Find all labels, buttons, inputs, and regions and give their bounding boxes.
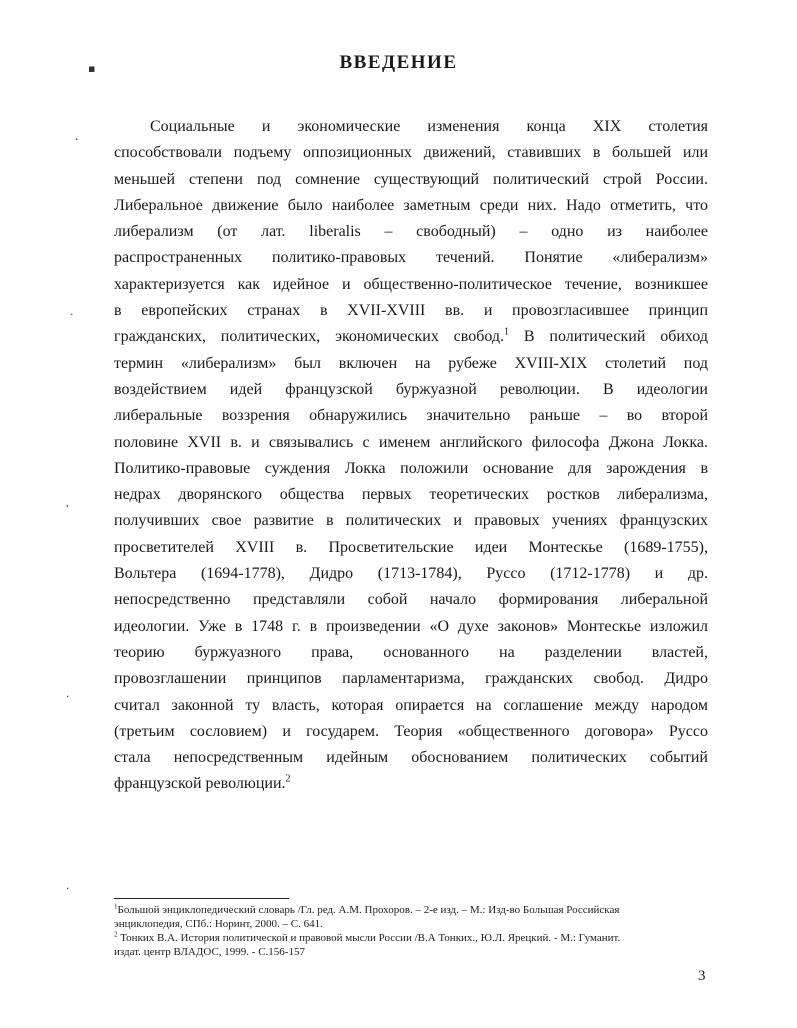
footnote-ref-2: 2 — [285, 774, 291, 786]
footnote-text: Тонких В.А. История политической и правовой мысли России /В.А Тонких., Ю.Л. Ярецкий. - М.: Гуманит. — [117, 932, 621, 944]
footnote-2 — [114, 931, 714, 945]
footnote-text: Большой энциклопедический словарь /Гл. ред. А.М. Прохоров. – 2-е изд. – М.: Изд-во Большая Российская — [117, 904, 620, 916]
footnote-1-cont: энциклопедия, СПб.: Норинт, 2000. – С. 641. — [114, 918, 323, 930]
scan-speck-icon: ˒ — [66, 500, 70, 513]
text-line: недрах дворянского общества первых теоретических ростков либерализма, — [114, 486, 708, 504]
footnote-ref-1: 1 — [504, 327, 510, 339]
footnotes — [114, 903, 714, 959]
text-line: стала непосредственным идейным обоснованием политических событий — [114, 749, 708, 767]
scan-speck-icon: ˛ — [74, 128, 80, 141]
text-line: в европейских странах в XVII-XVIII вв. и провозгласившее принцип — [114, 302, 708, 320]
text-line: теорию буржуазного права, основанного на разделении властей, — [114, 643, 708, 661]
text-line: характеризуется как идейное и общественно-политическое течение, возникшее — [114, 275, 708, 293]
text-line: считал законной ту власть, которая опирается на соглашение между народом — [114, 696, 708, 714]
text-line: непосредственно представляли собой начало формирования либеральной — [114, 591, 708, 609]
text-line: (третьим сословием) и государем. Теория «общественного договора» Руссо — [114, 722, 708, 740]
body-text — [114, 114, 708, 798]
footnote-number: 2 — [114, 930, 118, 939]
text-line: идеологии. Уже в 1748 г. в произведении «О духе законов» Монтескье изложил — [114, 617, 708, 635]
scan-speck-icon: · — [66, 690, 70, 703]
text-line: либерализм (от лат. liberalis – свободный) – одно из наиболее — [114, 223, 708, 241]
text-line: способствовали подъему оппозиционных движений, ставивших в большей или — [114, 144, 708, 162]
text-line: провозглашении принципов парламентаризма, гражданских свобод. Дидро — [114, 670, 708, 688]
text-line: Вольтера (1694-1778), Дидро (1713-1784), Руссо (1712-1778) и др. — [114, 565, 708, 583]
text-line: получивших свое развитие в политических и правовых учениях французских — [114, 512, 708, 530]
text-line: воздействием идей французской буржуазной революции. В идеологии — [114, 380, 708, 398]
scan-speck-icon: ▪ — [88, 62, 96, 75]
page-title: ВВЕДЕНИЕ — [339, 52, 458, 73]
text-line: либеральные воззрения обнаружились значительно раньше – во второй — [114, 407, 708, 425]
text-line-with-footnote — [114, 324, 708, 350]
text-line: Политико-правовые суждения Локка положили основание для зарождения в — [114, 459, 708, 477]
text-segment: французской революции. — [114, 775, 286, 793]
scan-speck-icon: · — [70, 308, 74, 321]
footnote-divider — [114, 898, 289, 899]
text-line-with-footnote — [114, 771, 708, 797]
text-line: половине XVII в. и связывались с именем английского философа Джона Локка. — [114, 433, 708, 451]
footnote-2-cont: издат. центр ВЛАДОС, 1999. - С.156-157 — [114, 946, 305, 958]
text-line: Либеральное движение было наиболее заметным среди них. Надо отметить, что — [114, 196, 708, 214]
scan-speck-icon: · — [66, 882, 70, 895]
footnote-1 — [114, 903, 714, 917]
page-number: 3 — [698, 968, 706, 984]
footnote-number: 1 — [114, 902, 118, 911]
text-line: просветителей XVIII в. Просветительские идеи Монтескье (1689-1755), — [114, 538, 708, 556]
text-line: Социальные и экономические изменения конца XIX столетия — [150, 118, 708, 135]
text-line: распространенных политико-правовых течений. Понятие «либерализм» — [114, 249, 708, 267]
text-line: меньшей степени под сомнение существующий политический строй России. — [114, 170, 708, 188]
text-line: термин «либерализм» был включен на рубеже XVIII-XIX столетий под — [114, 354, 708, 372]
text-segment: В политический обиход — [509, 328, 708, 346]
text-segment: гражданских, политических, экономических свобод. — [114, 328, 505, 346]
